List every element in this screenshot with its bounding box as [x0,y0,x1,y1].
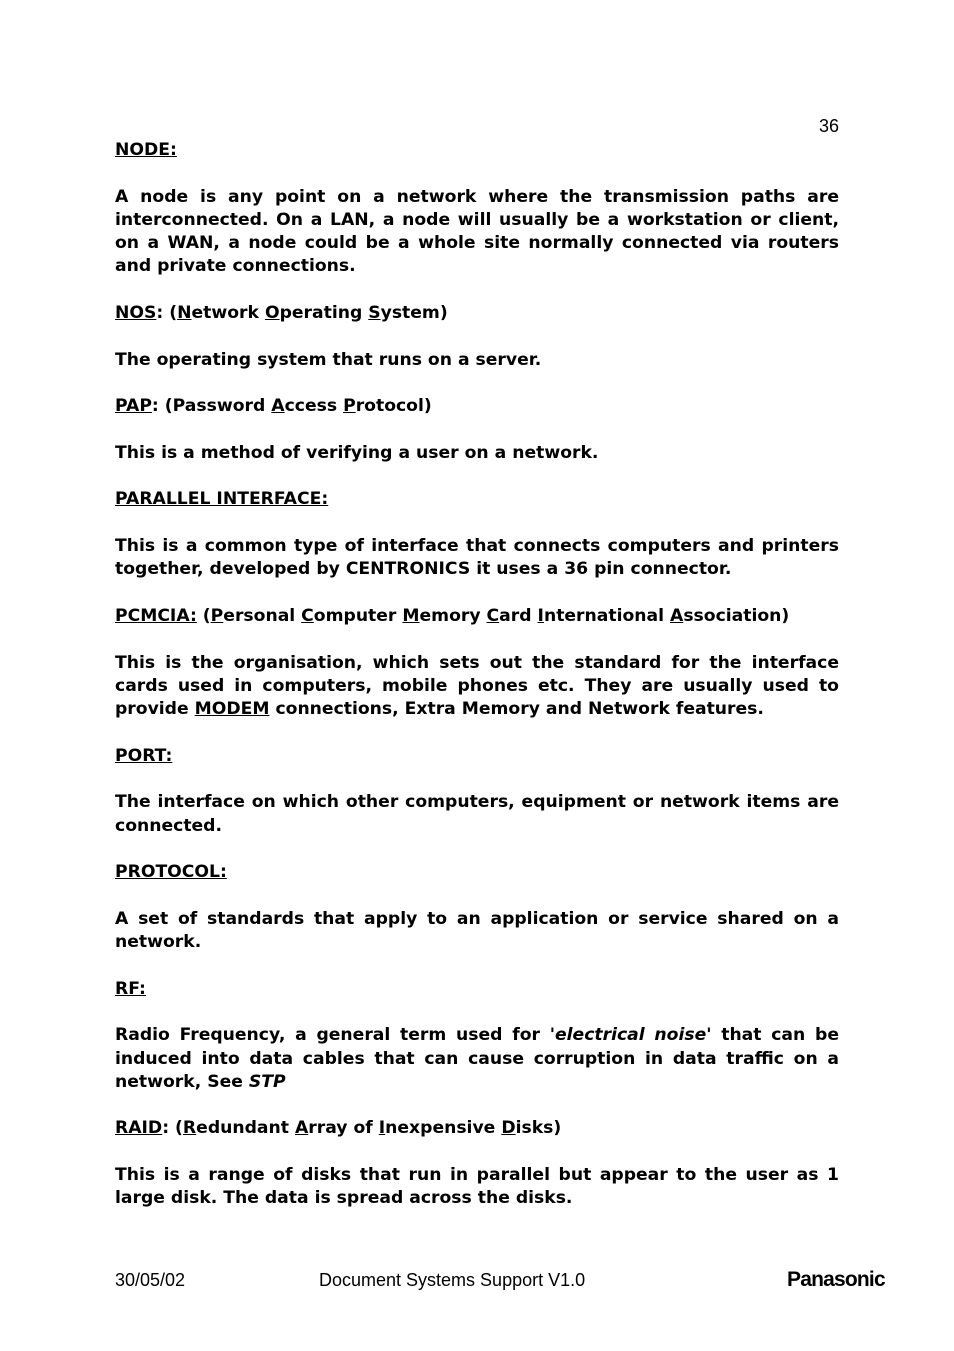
definition-segment: This is a range of disks that run in parallel but appear to the user as 1 large disk. The data is spread across the disks. [115,1165,839,1209]
term-segment: ystem) [380,303,448,324]
term-segment: ccess [284,396,344,417]
glossary-term [115,395,839,418]
term-segment: PAP [115,396,152,417]
term-segment: ( [196,605,211,626]
definition-segment: connections, Extra Memory and Network features. [269,699,764,720]
glossary-definition [115,1164,839,1211]
term-segment: : ( [162,1118,183,1139]
term-segment: P [210,605,224,626]
footer-date: 30/05/02 [115,1270,186,1290]
term-segment: I [537,605,544,626]
glossary-definition [115,652,839,722]
definition-segment: that can be induced into data cables that can cause corruption in data traffic on a network, See [115,1025,839,1092]
glossary-entry [115,395,839,465]
glossary-entry [115,302,839,372]
term-segment: nternational [543,605,670,626]
footer-document-title: Document Systems Support V1.0 [319,1270,586,1290]
glossary-term [115,1117,839,1140]
term-segment: ersonal [223,605,302,626]
glossary-term [115,139,839,162]
term-segment: RF: [115,978,146,999]
definition-segment: A set of standards that apply to an application or service shared on a network. [115,908,839,953]
glossary-entry [115,605,839,721]
glossary-term [115,605,839,628]
glossary-entry [115,488,839,581]
glossary-content [115,139,839,1234]
term-segment: ard [499,605,538,626]
panasonic-logo: Panasonic [787,1268,885,1291]
glossary-entry [115,978,839,1094]
term-segment: PORT: [115,745,173,766]
term-segment: : (Password [151,396,272,417]
term-segment: edundant [196,1118,295,1139]
term-segment: D [501,1118,516,1139]
term-segment: PCMCIA: [115,605,197,626]
definition-segment: This is a common type of interface that connects computers and printers together, developed by CENTRONICS it uses a 36 pin connector. [115,536,839,580]
glossary-definition [115,535,839,582]
definition-segment: Radio Frequency, a general term used for [115,1025,550,1046]
glossary-term [115,488,839,511]
term-segment: RAID [115,1118,163,1139]
glossary-definition [115,442,839,465]
term-segment: NOS [115,303,157,324]
glossary-entry [115,1117,839,1210]
term-segment: omputer [313,605,403,626]
term-segment: nexpensive [385,1118,502,1139]
definition-segment: This is a method of verifying a user on a network. [115,442,599,463]
definition-segment: The operating system that runs on a server. [115,349,542,370]
term-segment: P [343,396,356,417]
glossary-entry [115,139,839,279]
term-segment: perating [279,303,369,324]
glossary-definition [115,791,839,838]
term-segment: ssociation) [683,605,790,626]
term-segment: emory [419,605,487,626]
term-segment: O [264,303,280,324]
glossary-term [115,978,839,1001]
term-segment: R [182,1118,197,1139]
term-segment: isks) [515,1118,562,1139]
glossary-term [115,302,839,325]
term-segment: C [486,605,500,626]
glossary-entry [115,861,839,954]
glossary-definition [115,349,839,372]
term-segment: A [271,396,285,417]
glossary-definition [115,908,839,955]
term-segment: NODE: [115,140,177,160]
glossary-entry [115,745,839,838]
term-segment: A [294,1118,309,1139]
glossary-definition [115,186,839,279]
term-segment: I [378,1118,386,1139]
term-segment: C [301,605,314,626]
glossary-definition [115,1024,839,1094]
definition-segment: STP [248,1071,286,1092]
glossary-term [115,745,839,768]
definition-segment: 'electrical noise' [549,1025,712,1046]
term-segment: PARALLEL INTERFACE: [115,489,329,510]
term-segment: S [368,303,381,324]
term-segment: M [402,605,420,626]
term-segment: : ( [156,303,178,324]
term-segment: etwork [191,303,265,324]
term-segment: rotocol) [355,396,432,417]
page-footer [0,1268,954,1298]
term-segment: N [177,303,192,324]
definition-segment: The interface on which other computers, equipment or network items are connected. [115,792,839,836]
definition-segment: A node is any point on a network where the transmission paths are interconnected. On a LAN, a node will usually be a workstation or client, on a WAN, a node could be a whole site normally connected via routers and private connections. [115,186,839,277]
term-segment: rray of [308,1118,379,1139]
page-number: 36 [818,116,839,136]
term-segment: A [670,605,684,626]
term-segment: PROTOCOL: [115,862,227,883]
glossary-term [115,861,839,884]
definition-segment: This is the organisation, which sets out the standard for the interface cards used in computers, mobile phones etc. They are usually used to provide [115,652,839,720]
definition-segment: MODEM [194,699,270,720]
